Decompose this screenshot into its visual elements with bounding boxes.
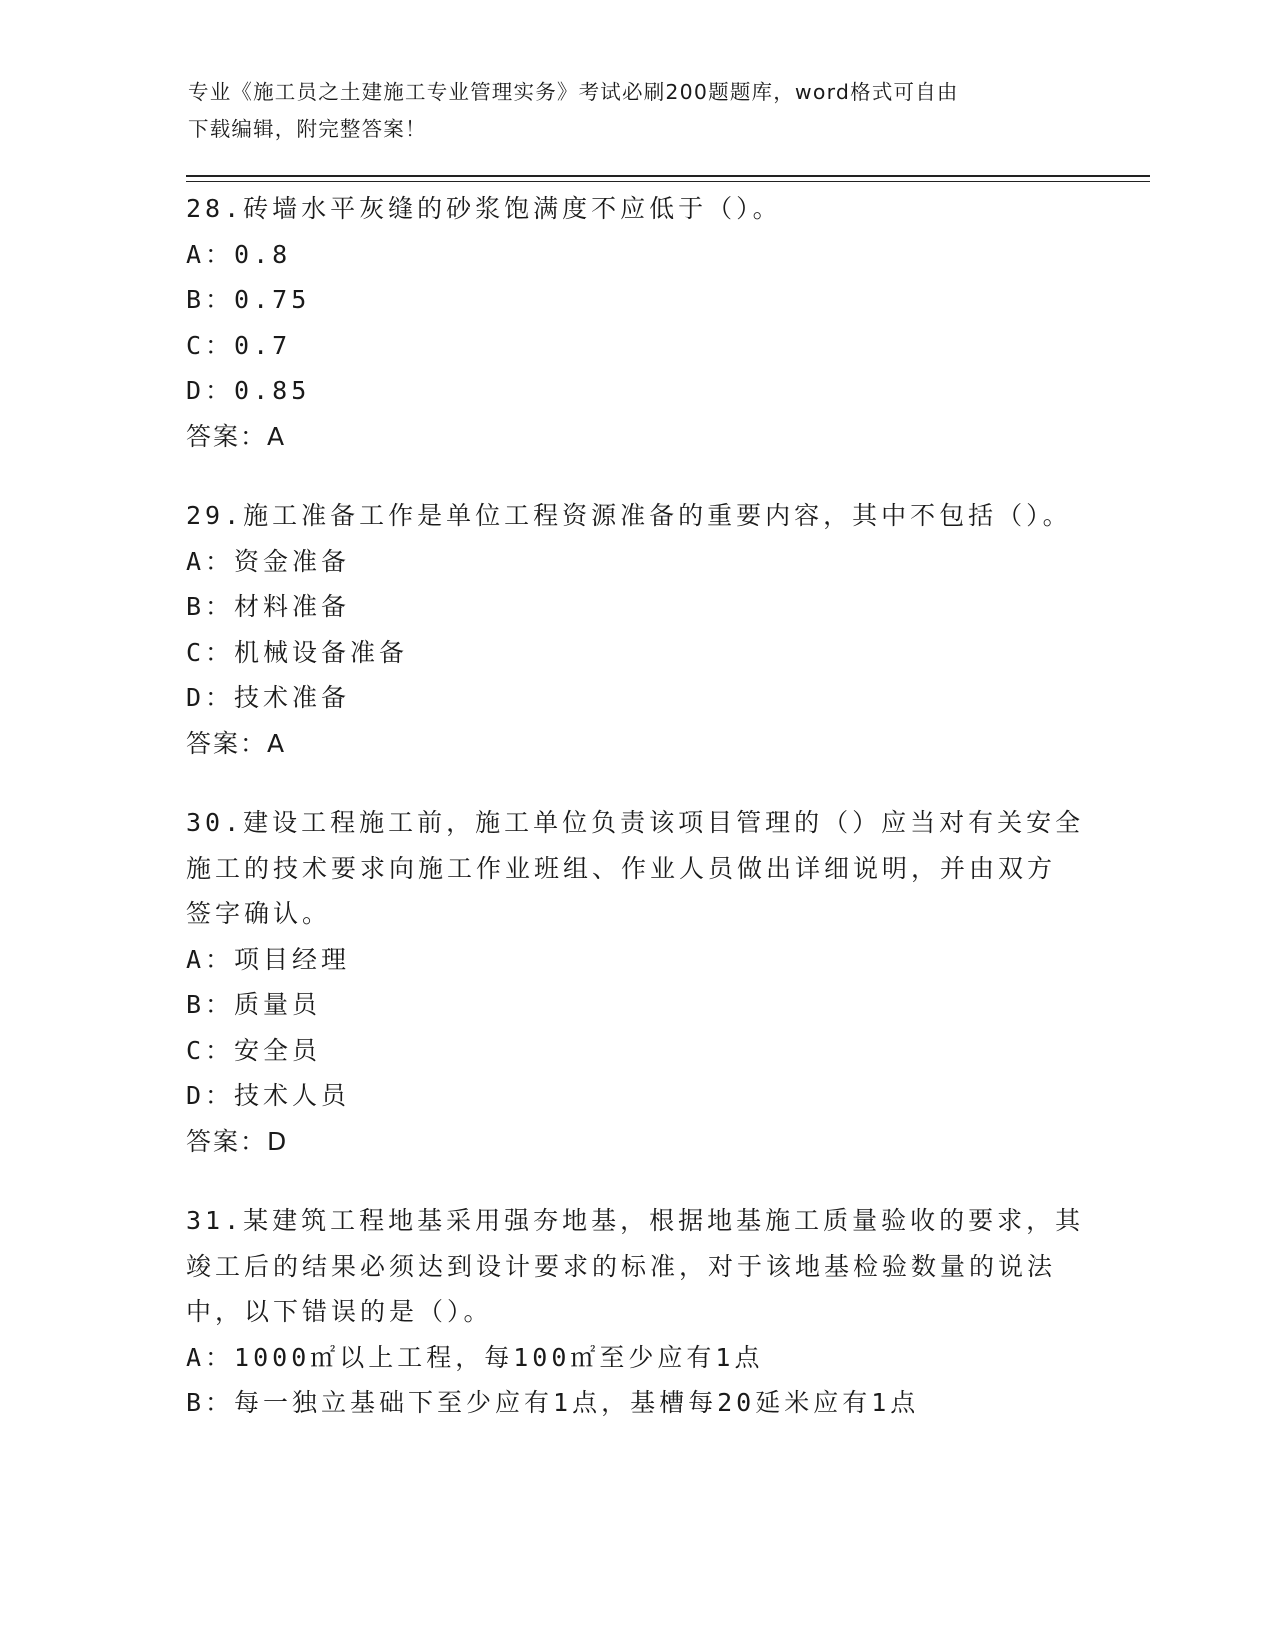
question-stem-line: 31.某建筑工程地基采用强夯地基，根据地基施工质量验收的要求，其 bbox=[186, 1206, 1085, 1235]
header-divider-thin bbox=[186, 181, 1150, 182]
option-c: C：安全员 bbox=[186, 1035, 322, 1065]
option-c: C：机械设备准备 bbox=[186, 637, 409, 667]
option-b: B：每一独立基础下至少应有1点，基槽每20延米应有1点 bbox=[186, 1388, 920, 1417]
header-divider-thick bbox=[186, 175, 1150, 177]
question-stem: 28.砖墙水平灰缝的砂浆饱满度不应低于（）。 bbox=[186, 194, 782, 223]
answer-line: 答案：D bbox=[186, 1126, 289, 1156]
option-d: D：技术人员 bbox=[186, 1081, 351, 1110]
question-stem-line: 中，以下错误的是（）。 bbox=[186, 1297, 493, 1326]
option-c: C：0.7 bbox=[186, 330, 292, 360]
option-a: A：项目经理 bbox=[186, 944, 351, 974]
header-line-2: 下载编辑，附完整答案！ bbox=[188, 117, 427, 141]
option-b: B：质量员 bbox=[186, 990, 322, 1019]
question-stem-line: 施工的技术要求向施工作业班组、作业人员做出详细说明，并由双方 bbox=[186, 853, 1057, 883]
question-stem-line: 签字确认。 bbox=[186, 899, 332, 928]
option-a: A：资金准备 bbox=[186, 546, 351, 576]
question-stem-line: 竣工后的结果必须达到设计要求的标准，对于该地基检验数量的说法 bbox=[186, 1251, 1057, 1281]
question-29 bbox=[186, 493, 1086, 766]
question-stem: 29.施工准备工作是单位工程资源准备的重要内容，其中不包括（）。 bbox=[186, 501, 1072, 530]
question-31 bbox=[186, 1198, 1086, 1426]
option-d: D：0.85 bbox=[186, 376, 311, 405]
header-line-1: 专业《施工员之土建施工专业管理实务》考试必刷200题题库，word格式可自由 bbox=[188, 80, 959, 104]
question-list bbox=[186, 186, 1086, 1460]
option-d: D：技术准备 bbox=[186, 683, 351, 712]
question-30 bbox=[186, 800, 1086, 1164]
question-28 bbox=[186, 186, 1086, 459]
answer-line: 答案：A bbox=[186, 421, 287, 451]
document-header bbox=[188, 74, 1078, 148]
option-a: A：1000㎡以上工程，每100㎡至少应有1点 bbox=[186, 1342, 764, 1372]
option-b: B：材料准备 bbox=[186, 592, 351, 621]
question-stem-line: 30.建设工程施工前，施工单位负责该项目管理的（）应当对有关安全 bbox=[186, 808, 1085, 837]
option-b: B：0.75 bbox=[186, 285, 311, 314]
answer-line: 答案：A bbox=[186, 728, 287, 758]
option-a: A：0.8 bbox=[186, 239, 292, 269]
